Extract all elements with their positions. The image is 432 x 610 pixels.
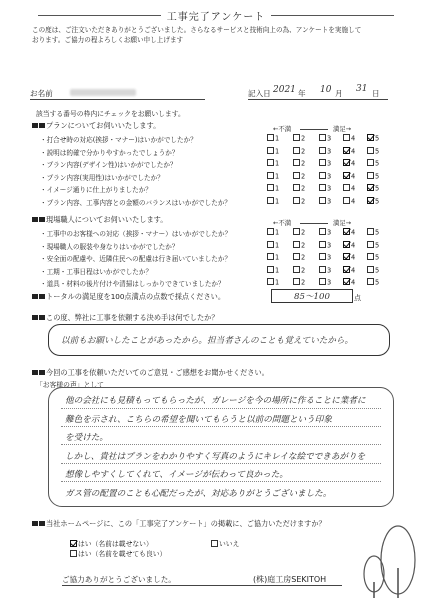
option-number: 5 (375, 159, 380, 168)
rating-option-1[interactable] (267, 147, 279, 156)
voice-comment-box[interactable] (48, 387, 394, 507)
homepage-option-no[interactable] (211, 538, 239, 548)
option-number: 3 (327, 266, 332, 274)
rating-option-4[interactable] (343, 253, 355, 262)
checkbox[interactable] (367, 159, 374, 166)
rating-option-5[interactable] (367, 241, 379, 250)
checkbox[interactable] (293, 159, 300, 166)
rating-option-4[interactable] (343, 159, 355, 168)
checkbox[interactable] (267, 197, 274, 204)
question-text: ・打合せ時の対応(挨拶・マナー)はいかがでしたか？ (40, 136, 197, 144)
rating-option-3[interactable] (319, 197, 331, 206)
checkbox[interactable] (267, 253, 274, 260)
staff-section-heading (32, 215, 167, 225)
rating-option-2[interactable] (293, 147, 305, 156)
rating-option-5[interactable] (367, 147, 379, 156)
reason-answer-text: 以前もお願いしたことがあったから。担当者さんのことも覚えていたから。 (61, 336, 354, 346)
date-month: 10 (320, 85, 332, 95)
checkbox[interactable] (319, 266, 326, 273)
name-field-line (30, 99, 205, 100)
option-number: 1 (275, 266, 280, 274)
footer-line (62, 585, 342, 586)
rating-option-3[interactable] (319, 184, 331, 193)
rating-option-4[interactable] (343, 228, 355, 237)
option-number: 5 (375, 147, 380, 155)
checkbox[interactable] (319, 228, 326, 235)
option-number: 1 (275, 253, 280, 262)
checkbox[interactable] (319, 253, 326, 260)
checkbox[interactable] (267, 184, 274, 191)
option-number: 2 (301, 241, 306, 249)
option-number: 1 (275, 228, 280, 237)
rating-option-4[interactable] (343, 197, 355, 206)
rating-option-3[interactable] (319, 159, 331, 168)
option-number: 2 (301, 159, 306, 168)
option-number: 5 (375, 184, 380, 193)
checkbox[interactable] (267, 278, 274, 285)
option-number: 2 (301, 228, 306, 237)
square-bullet-icon (32, 315, 38, 320)
rating-option-4[interactable] (343, 134, 355, 143)
checkbox-checked[interactable] (367, 197, 374, 204)
question-text: ・プラン内容、工事内容との金額のバランスはいかがでしたか？ (40, 198, 232, 207)
rating-option-4[interactable] (343, 184, 355, 193)
option-number: 3 (327, 241, 332, 249)
question-text: ・工事中のお客様への対応（挨拶・マナー）はいかがでしたか？ (40, 230, 232, 238)
option-number: 2 (301, 134, 306, 143)
checkbox-checked[interactable] (70, 540, 77, 547)
rating-question-row (40, 278, 420, 288)
option-number: 3 (327, 228, 332, 237)
checkbox-checked[interactable] (343, 228, 350, 235)
rating-option-5[interactable] (367, 278, 379, 287)
option-number: 5 (375, 197, 380, 205)
question-text: ・工期・工事日程はいかがでしたか？ (40, 267, 153, 276)
checkbox-checked[interactable] (343, 266, 350, 273)
voice-line: ガス管の配置のことも心配だったが、対応ありがとうございました。 (65, 488, 332, 499)
plan-section-heading (32, 121, 160, 131)
option-number: 3 (327, 184, 332, 193)
option-number: 1 (275, 197, 280, 205)
voice-question (32, 368, 269, 378)
intro-line-1: この度は、ご注文いただきありがとうございました。さらなるサービスと技術向上の為、アンケートを実施して (32, 26, 362, 34)
rating-option-4[interactable] (343, 266, 355, 275)
square-bullet-icon (39, 521, 45, 526)
checkbox[interactable] (343, 184, 350, 191)
option-number: 4 (351, 253, 356, 262)
checkbox-checked[interactable] (367, 184, 374, 191)
option-number: 3 (327, 278, 332, 287)
voice-comment-text (65, 392, 391, 503)
total-score-value: 85～100 (294, 292, 330, 302)
rating-option-1[interactable] (267, 184, 279, 193)
rating-question-row (40, 134, 420, 144)
checkbox[interactable] (293, 134, 300, 141)
option-number: 2 (301, 184, 306, 193)
scale-low-label: ←不満 (273, 219, 292, 227)
checkbox[interactable] (319, 172, 326, 179)
option-number: 1 (275, 159, 280, 168)
option-number: 4 (351, 266, 356, 274)
checkbox[interactable] (367, 147, 374, 154)
option-number: 1 (275, 278, 280, 287)
rating-question-row (40, 266, 420, 276)
rating-option-1[interactable] (267, 241, 279, 250)
rating-option-4[interactable] (343, 278, 355, 287)
option-number: 3 (327, 147, 332, 155)
page-title-text: 工事完了アンケート (161, 12, 271, 23)
option-number: 1 (275, 172, 280, 180)
date-year: 2021 (273, 85, 296, 95)
question-text: ・説明は的確で分かりやすかったでしょうか？ (40, 148, 179, 157)
option-number: 5 (375, 266, 380, 274)
rating-question-row (40, 172, 420, 182)
option-label: はい（名前を載せても良い） (78, 550, 167, 558)
option-number: 4 (351, 197, 356, 205)
square-bullet-icon (32, 217, 38, 222)
rating-option-4[interactable] (343, 147, 355, 156)
checkbox[interactable] (267, 241, 274, 248)
checkbox[interactable] (267, 159, 274, 166)
rating-option-1[interactable] (267, 159, 279, 168)
square-bullet-icon (32, 521, 38, 526)
rating-option-1[interactable] (267, 266, 279, 275)
question-text: ・イメージ通りに仕上がりましたか？ (40, 186, 152, 194)
scale-low-label: ←不満 (273, 125, 292, 133)
option-number: 1 (275, 241, 280, 249)
checkbox[interactable] (319, 147, 326, 154)
option-number: 2 (301, 147, 306, 155)
voice-question-text: 今回の工事を依頼いただいてのご意見・ご感想をお聞かせください。 (46, 368, 269, 377)
rating-question-row (40, 241, 420, 251)
checkbox[interactable] (293, 197, 300, 204)
option-number: 3 (327, 197, 332, 205)
checkbox[interactable] (319, 197, 326, 204)
rating-option-2[interactable] (293, 228, 305, 237)
rating-option-1[interactable] (267, 253, 279, 262)
rating-option-5[interactable] (367, 159, 379, 168)
voice-line: を受けた。 (65, 433, 108, 443)
day-unit: 日 (372, 89, 380, 98)
rating-option-3[interactable] (319, 147, 331, 156)
option-number: 2 (301, 197, 306, 205)
checkbox-checked[interactable] (343, 278, 350, 285)
option-label: はい（名前は載せない） (78, 540, 153, 548)
rating-option-5[interactable] (367, 172, 379, 181)
staff-heading-text: 現場職人についてお伺いいたします。 (46, 215, 168, 224)
checkbox[interactable] (319, 278, 326, 285)
question-text: ・安全面の配慮や、近隣住民への配慮は行き届いていましたか？ (40, 255, 232, 263)
option-number: 4 (351, 184, 356, 193)
rating-option-3[interactable] (319, 253, 331, 262)
rating-option-1[interactable] (267, 197, 279, 206)
rating-option-3[interactable] (319, 134, 331, 143)
name-label: お名前 (30, 89, 53, 98)
checkbox[interactable] (267, 266, 274, 273)
option-number: 5 (375, 172, 380, 180)
option-number: 4 (351, 241, 356, 249)
checkbox[interactable] (267, 147, 274, 154)
question-text: ・道具・材料の後片付けや清掃はしっかりできていましたか？ (40, 280, 225, 288)
checkbox[interactable] (293, 172, 300, 179)
reason-answer-box[interactable] (48, 324, 390, 356)
option-number: 4 (351, 134, 356, 143)
checkbox[interactable] (319, 134, 326, 141)
checkbox[interactable] (211, 540, 218, 547)
option-number: 4 (351, 228, 356, 237)
square-bullet-icon (32, 370, 38, 375)
homepage-question (32, 519, 326, 529)
date-label: 記入日 (248, 89, 271, 98)
rating-option-3[interactable] (319, 266, 331, 275)
intro-text (32, 26, 412, 45)
date-field-line (248, 99, 388, 100)
checkbox-checked[interactable] (367, 134, 374, 141)
option-number: 1 (275, 147, 280, 155)
date-day: 31 (356, 84, 368, 94)
title-bar (0, 8, 432, 22)
rating-question-row (40, 159, 420, 169)
checkbox[interactable] (367, 253, 374, 260)
intro-line-2: おります。ご協力の程よろしくお願い申し上げます (32, 35, 184, 44)
rating-option-2[interactable] (293, 172, 305, 181)
rating-question-row (40, 228, 420, 238)
rating-option-2[interactable] (293, 184, 305, 193)
option-number: 5 (375, 228, 380, 237)
checkbox[interactable] (367, 228, 374, 235)
rating-option-2[interactable] (293, 241, 305, 250)
year-unit: 年 (298, 89, 306, 98)
total-score-label: トータルの満足度を100点満点の点数で採点ください。 (46, 292, 226, 301)
question-text: ・現場職人の服装や身なりはいかがでしたか？ (40, 242, 179, 251)
month-unit: 月 (335, 89, 343, 98)
rating-option-4[interactable] (343, 172, 355, 181)
voice-label: 「お客様の声」として (36, 381, 104, 389)
option-number: 4 (351, 172, 356, 180)
option-number: 3 (327, 172, 332, 180)
homepage-option-yes-anonymous[interactable] (70, 538, 153, 548)
checkbox[interactable] (267, 134, 274, 141)
checkbox[interactable] (319, 241, 326, 248)
reason-question (32, 313, 219, 323)
checkbox-checked[interactable] (343, 172, 350, 179)
rating-option-5[interactable] (367, 228, 379, 237)
total-score-box[interactable] (271, 289, 353, 303)
homepage-question-text: 当社ホームページに、この「工事完了アンケート」の掲載に、ご協力いただけますか？ (46, 519, 326, 528)
option-number: 5 (375, 134, 380, 143)
rating-option-4[interactable] (343, 241, 355, 250)
rating-option-1[interactable] (267, 134, 279, 143)
checkbox[interactable] (367, 278, 374, 285)
option-number: 4 (351, 278, 356, 287)
rating-option-5[interactable] (367, 134, 379, 143)
rating-option-2[interactable] (293, 197, 305, 206)
instruction-text: 該当する番号の枠内にチェックをお願いします。 (36, 110, 185, 118)
rating-option-5[interactable] (367, 184, 379, 193)
checkbox[interactable] (293, 266, 300, 273)
option-number: 5 (375, 241, 380, 249)
square-bullet-icon (39, 294, 45, 299)
checkbox[interactable] (293, 228, 300, 235)
square-bullet-icon (32, 123, 38, 128)
rating-option-1[interactable] (267, 278, 279, 287)
option-number: 2 (301, 266, 306, 274)
option-number: 2 (301, 278, 306, 287)
option-number: 2 (301, 172, 306, 180)
rating-option-3[interactable] (319, 278, 331, 287)
checkbox[interactable] (293, 278, 300, 285)
homepage-option-yes-named[interactable] (70, 548, 166, 558)
checkbox[interactable] (319, 159, 326, 166)
checkbox[interactable] (367, 266, 374, 273)
plan-heading-text: プランについてお伺いいたします。 (46, 121, 161, 130)
square-bullet-icon (39, 217, 45, 222)
rating-option-2[interactable] (293, 159, 305, 168)
checkbox-checked[interactable] (343, 159, 350, 166)
rating-option-1[interactable] (267, 172, 279, 181)
scale-arrow-line (300, 223, 328, 224)
option-label: いいえ (219, 540, 240, 548)
option-number: 3 (327, 159, 332, 168)
redacted-name (70, 89, 136, 96)
page-title (0, 8, 432, 23)
square-bullet-icon (32, 294, 38, 299)
rating-question-row (40, 253, 420, 263)
checkbox[interactable] (293, 184, 300, 191)
option-number: 2 (301, 253, 306, 262)
rating-option-3[interactable] (319, 241, 331, 250)
rating-option-3[interactable] (319, 228, 331, 237)
option-number: 3 (327, 134, 332, 143)
option-number: 1 (275, 184, 280, 193)
total-score-unit: 点 (354, 294, 361, 302)
square-bullet-icon (39, 315, 45, 320)
square-bullet-icon (39, 370, 45, 375)
checkbox-checked[interactable] (343, 253, 350, 260)
checkbox[interactable] (267, 172, 274, 179)
option-number: 5 (375, 278, 380, 287)
option-number: 4 (351, 159, 356, 168)
checkbox[interactable] (267, 228, 274, 235)
rating-option-2[interactable] (293, 253, 305, 262)
option-number: 3 (327, 253, 332, 262)
checkbox[interactable] (367, 241, 374, 248)
tree-illustration-icon (356, 522, 420, 598)
voice-line: 他の会社にも見積もってもらったが、ガレージを今の場所に作ることに業者に (65, 396, 366, 406)
rating-option-2[interactable] (293, 266, 305, 275)
rating-option-2[interactable] (293, 278, 305, 287)
question-text: ・プラン内容(デザイン性)はいかがでしたか？ (40, 161, 177, 169)
checkbox[interactable] (343, 134, 350, 141)
option-number: 1 (275, 134, 280, 143)
rating-option-5[interactable] (367, 197, 379, 206)
scale-high-label: 満足→ (333, 219, 352, 227)
rating-question-row (40, 147, 420, 157)
total-score-question (32, 292, 225, 302)
square-bullet-icon (39, 123, 45, 128)
option-number: 5 (375, 253, 380, 262)
question-text: ・プラン内容(実用性)はいかがでしたか？ (40, 173, 164, 182)
checkbox[interactable] (293, 253, 300, 260)
company-name: (株)庭工房SEKITOH (253, 575, 327, 584)
checkbox[interactable] (293, 147, 300, 154)
rating-option-3[interactable] (319, 172, 331, 181)
checkbox[interactable] (319, 184, 326, 191)
reason-question-text: この度、弊社に工事を依頼する決め手は何でしたか？ (46, 313, 219, 322)
rating-option-5[interactable] (367, 266, 379, 275)
checkbox[interactable] (293, 241, 300, 248)
rating-question-row (40, 184, 420, 194)
option-number: 4 (351, 147, 356, 155)
footer-thanks: ご協力ありがとうございました。 (62, 575, 176, 584)
checkbox[interactable] (343, 197, 350, 204)
voice-line: しかし、貴社はプランをわかりやすく写真のようにキレイな絵でできあがりを (65, 451, 366, 462)
checkbox-checked[interactable] (343, 241, 350, 248)
rating-question-row (40, 197, 420, 207)
scale-high-label: 満足→ (333, 125, 352, 133)
checkbox[interactable] (70, 550, 77, 557)
checkbox[interactable] (367, 172, 374, 179)
rating-option-1[interactable] (267, 228, 279, 237)
voice-line: 難色を示され、こちらの希望を聞いてもらうと以前の問題という印象 (65, 414, 332, 425)
rating-option-2[interactable] (293, 134, 305, 143)
scale-arrow-line (300, 129, 328, 130)
rating-option-5[interactable] (367, 253, 379, 262)
checkbox-checked[interactable] (343, 147, 350, 154)
voice-line: 想像しやすくしてくれて、イメージが伝わって良かった。 (65, 470, 288, 480)
